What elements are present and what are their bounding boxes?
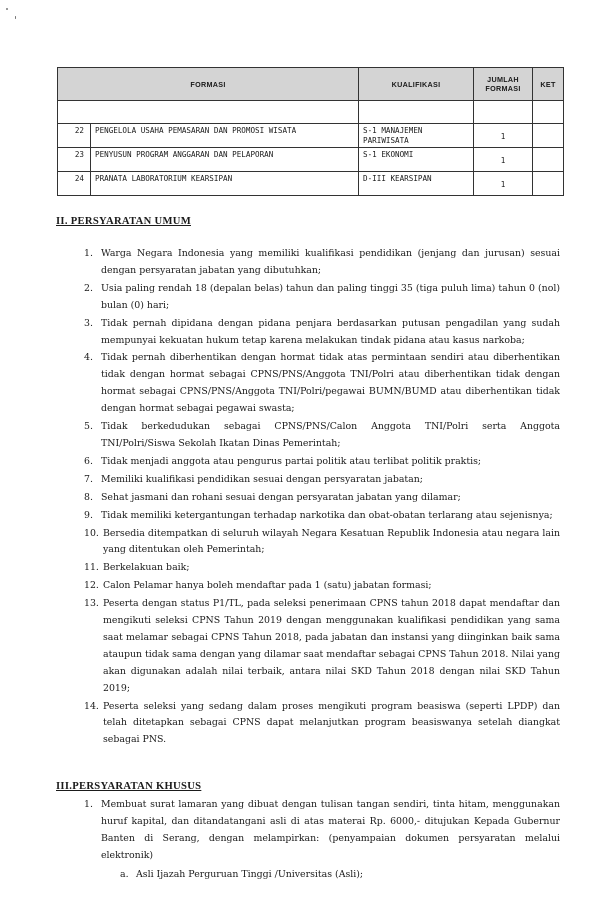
kualifikasi-cell: S-1 MANAJEMEN PARIWISATA [359,124,474,148]
list-item: 2. Usia paling rendah 18 (depalan belas) tahun dan paling tinggi 35 (tiga puluh lima) tahun 0 (nol) bulan (0) hari; [84,282,560,311]
kualifikasi-cell: D-III KEARSIPAN [359,172,474,196]
scan-speck [15,16,16,19]
row-number: 24 [58,172,91,196]
list-item: 3. Tidak pernah dipidana dengan pidana penjara berdasarkan putusan pengadilan yang sudah mempunyai kekuatan hukum tetap karena melakukan tindak pidana atau kasus narkoba; [84,317,560,346]
list-item: 5. Tidak berkedudukan sebagai CPNS/PNS/Calon Anggota TNI/Polri serta Anggota TNI/Polri/Siswa Sekolah Ikatan Dinas Pemerintah; [84,421,560,449]
ket-cell [533,172,564,196]
list-item: 1. Membuat surat lamaran yang dibuat dengan tulisan tangan sendiri, tinta hitam, menggunakan huruf kapital, dan ditandatangani asli di atas materai Rp. 6000,- ditujukan Kepada Gubernur Banten di Serang, dengan melampirkan: (penyampaian dokumen persyaratan melalui elektronik) [84,799,560,861]
section-title-persyaratan-khusus: III.PERSYARATAN KHUSUS [56,781,202,792]
table-header-row [58,68,564,101]
list-item: 1. Warga Negara Indonesia yang memiliki kualifikasi pendidikan (jenjang dan jurusan) sesuai dengan persyaratan jabatan yang dibutuhkan; [84,248,560,276]
formasi-cell: PENGELOLA USAHA PEMASARAN DAN PROMOSI WISATA [91,124,359,148]
ket-cell [533,148,564,172]
header-formasi: FORMASI [58,68,359,101]
formasi-table [57,67,564,196]
formasi-cell: PENYUSUN PROGRAM ANGGARAN DAN PELAPORAN [91,148,359,172]
formasi-cell: PRANATA LABORATORIUM KEARSIPAN [91,172,359,196]
section-title-persyaratan-umum: II. PERSYARATAN UMUM [56,216,191,227]
row-number: 22 [58,124,91,148]
ket-cell [533,124,564,148]
persyaratan-khusus-list [84,797,560,884]
list-item: 11. Berkelakuan baik; [84,562,190,574]
jumlah-cell: 1 [474,148,533,172]
list-item: 8. Sehat jasmani dan rohani sesuai dengan persyaratan jabatan yang dilamar; [84,491,461,503]
row-number: 23 [58,148,91,172]
list-item: 12. Calon Pelamar hanya boleh mendaftar pada 1 (satu) jabatan formasi; [84,580,432,592]
table-row [58,124,564,148]
list-item: 10. Bersedia ditempatkan di seluruh wilayah Negara Kesatuan Republik Indonesia atau negara lain yang ditentukan oleh Pemerintah; [84,527,560,556]
list-item: 6. Tidak menjadi anggota atau pengurus partai politik atau terlibat politik praktis; [84,455,482,467]
table-row [58,172,564,196]
header-ket: KET [533,68,564,101]
kualifikasi-cell: S-1 EKONOMI [359,148,474,172]
list-item: 9. Tidak memiliki ketergantungan terhadap narkotika dan obat-obatan terlarang atau sejenisnya; [84,509,553,521]
header-jumlah-formasi: JUMLAH FORMASI [474,68,533,101]
table-row [58,148,564,172]
header-kualifikasi: KUALIFIKASI [359,68,474,101]
sub-list-item: a. Asli Ijazah Perguruan Tinggi /Universitas (Asli); [120,868,364,880]
scan-speck [6,8,8,10]
list-item: 7. Memiliki kualifikasi pendidikan sesuai dengan persyaratan jabatan; [84,473,423,485]
list-item: 13. Peserta dengan status P1/TL, pada seleksi penerimaan CPNS tahun 2018 dapat mendaftar dan mengikuti seleksi CPNS Tahun 2019 dengan menggunakan kualifikasi pendidikan yang sama saat melamar sebagai CPNS Tahun 2018, pada jabatan dan instansi yang diinginkan baik sama ataupun tidak sama dengan yang dilamar saat mendaftar sebagai CPNS Tahun 2018. Nilai yang akan digunakan adalah nilai terbaik, antara nilai SKD Tahun 2018 dengan nilai SKD Tahun 2019; [84,598,560,694]
jumlah-cell: 1 [474,124,533,148]
list-item: 14. Peserta seleksi yang sedang dalam proses mengikuti program beasiswa (seperti LPDP) dan telah ditetapkan sebagai CPNS dapat melanjutkan program beasiswanya setelah diangkat sebagai PNS. [84,700,560,746]
table-row-blank [58,101,564,124]
list-item: 4. Tidak pernah diberhentikan dengan hormat tidak atas permintaan sendiri atau diberhentikan tidak dengan hormat sebagai CPNS/PNS/Anggota TNI/Polri atau diberhentikan tidak dengan hormat sebagai CPNS/PNS/Anggota TNI/Polri/pegawai BUMN/BUMD atau diberhentikan tidak dengan hormat sebagai pegawai swasta; [84,352,560,415]
persyaratan-umum-list [84,246,560,750]
jumlah-cell: 1 [474,172,533,196]
